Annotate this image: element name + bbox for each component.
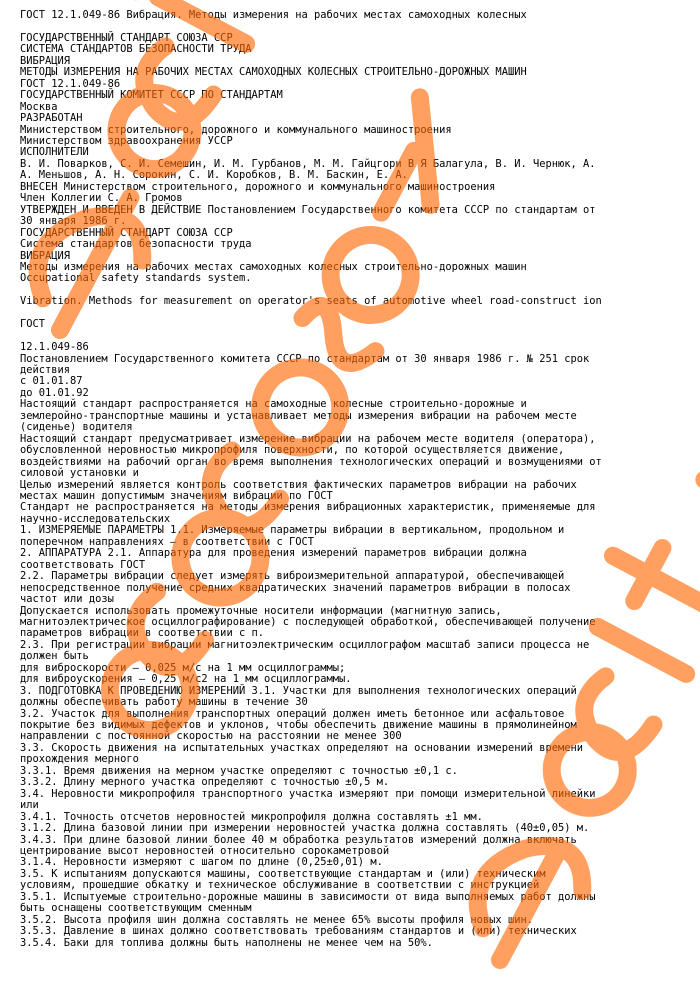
- text-line: соответствовать ГОСТ: [20, 558, 146, 571]
- text-line: или: [20, 799, 39, 812]
- text-line: Допускается использовать промежуточные носители информации (магнитную запись,: [20, 604, 502, 617]
- text-line: 2.2. Параметры вибрации следует измерять виброизмерительной аппаратурой, обеспечивающей: [20, 570, 565, 583]
- text-line: ВНЕСЕН Министерством строительного, дорожного и коммунального машиностроения: [20, 180, 496, 193]
- text-line: 3.5.1. Испытуемые строительно-дорожные машины в зависимости от вида выполняемых работ должны: [20, 890, 596, 903]
- document-text: [20, 10, 680, 949]
- text-line: 3.3.2. Длину мерного участка определяют с точностью ±0,5 м.: [20, 776, 390, 789]
- text-line: направлении с постоянной скоростью на расстоянии не менее 300: [20, 730, 402, 743]
- text-line: центрирование высот неровностей относительно сорокаметровой: [20, 845, 390, 858]
- text-line: поперечном направлениях — в соответствии с ГОСТ: [20, 535, 315, 548]
- text-line: Occupational safety standards system.: [20, 272, 252, 285]
- text-line: СИСТЕМА СТАНДАРТОВ БЕЗОПАСНОСТИ ТРУДА: [20, 43, 252, 56]
- text-line: 3.4.3. При длине базовой линии более 40 м обработка результатов измерений должна включать: [20, 833, 577, 846]
- text-line: ВИБРАЦИЯ: [20, 249, 71, 262]
- text-line: воздействиями на рабочий орган во время выполнения технологических операций и возмущениями от: [20, 455, 602, 468]
- text-line: научно-исследовательских: [20, 512, 171, 525]
- text-line: [20, 308, 680, 319]
- text-line: покрытие без видимых дефектов и уклонов, чтобы обеспечить движение машины в прямолинейном: [20, 719, 577, 732]
- text-line: местах машин допустимым значениям вибрации по ГОСТ: [20, 489, 333, 502]
- text-line: 2.3. При регистрации вибрации магнитоэлектрическим осциллографом масштаб записи процесса не: [20, 638, 590, 651]
- text-line: условиям, прошедшие обкатку и техническое обслуживание в соответствии с инструкцией: [20, 879, 540, 892]
- text-line: (сиденье) водителя: [20, 421, 133, 434]
- text-line: РАЗРАБОТАН: [20, 112, 83, 125]
- text-line: ГОСУДАРСТВЕННЫЙ СТАНДАРТ СОЮЗА ССР: [20, 226, 233, 239]
- text-line: параметров вибрации в соответствии с п.: [20, 627, 264, 640]
- text-line: Целью измерений является контроль соответствия фактических параметров вибрации на рабочих: [20, 478, 577, 491]
- text-line: с 01.01.87: [20, 375, 83, 388]
- text-line: землеройно-транспортные машины и устанавливает методы измерения вибрации на рабочем месте: [20, 409, 577, 422]
- text-line: 3.5.4. Баки для топлива должны быть наполнены не менее чем на 50%.: [20, 936, 433, 949]
- text-line: 1. ИЗМЕРЯЕМЫЕ ПАРАМЕТРЫ 1.1. Измеряемые параметры вибрации в вертикальном, продольном и: [20, 524, 565, 537]
- text-line: 2. АППАРАТУРА 2.1. Аппаратура для проведения измерений параметров вибрации должна: [20, 547, 527, 560]
- text-line: 12.1.049-86: [20, 341, 89, 354]
- text-line: действия: [20, 363, 71, 376]
- text-line: Стандарт не распространяется на методы измерения вибрационных характеристик, применяемые для: [20, 501, 596, 514]
- text-line: Постановлением Государственного комитета СССР по стандартам от 30 января 1986 г. № 251 срок: [20, 352, 590, 365]
- text-line: ГОСУДАРСТВЕННЫЙ КОМИТЕТ СССР ПО СТАНДАРТАМ: [20, 89, 283, 102]
- text-line: ГОСТ 12.1.049-86: [20, 77, 121, 90]
- text-line: для виброскорости — 0,025 м/с на 1 мм осциллограммы;: [20, 661, 346, 674]
- text-line: должны обеспечивать работу машины в течение 30: [20, 696, 308, 709]
- text-line: Методы измерения на рабочих местах самоходных колесных строительно-дорожных машин: [20, 260, 527, 273]
- text-line: 3.3. Скорость движения на испытательных участках определяют на основании измерений времени: [20, 741, 584, 754]
- text-line: В. И. Поварков, С. И. Семешин, И. М. Гурбанов, М. М. Гайцгори В Я Балагула, В. И. Чернюк, А.: [20, 157, 596, 170]
- text-line: магнитоэлектрическое осциллографирование) с последующей обработкой, обеспечивающей получение: [20, 615, 596, 628]
- text-line: 3.4.1. Точность отсчетов неровностей микропрофиля должна составлять ±1 мм.: [20, 810, 483, 823]
- text-line: ГОСТ: [20, 318, 46, 331]
- text-line: Система стандартов безопасности труда: [20, 238, 252, 251]
- text-line: прохождения мерного: [20, 753, 139, 766]
- text-line: Vibration. Methods for measurement on operator's seats of automotive wheel road-construct ion: [20, 295, 602, 308]
- text-line: силовой установки и: [20, 467, 139, 480]
- text-line: должен быть: [20, 650, 89, 663]
- text-line: Министерством здравоохранения УССР: [20, 134, 233, 147]
- text-line: УТВЕРЖДЕН И ВВЕДЕН В ДЕЙСТВИЕ Постановлением Государственного комитета СССР по стандартам от: [20, 203, 596, 216]
- text-line: до 01.01.92: [20, 386, 89, 399]
- text-line: 3. ПОДГОТОВКА К ПРОВЕДЕНИЮ ИЗМЕРЕНИЙ 3.1. Участки для выполнения технологических операций: [20, 684, 577, 697]
- text-line: ИСПОЛНИТЕЛИ: [20, 146, 89, 159]
- text-line: 3.3.1. Время движения на мерном участке определяют с точностью ±0,1 с.: [20, 764, 458, 777]
- text-line: Настоящий стандарт предусматривает измерение вибрации на рабочем месте водителя (оператора),: [20, 432, 596, 445]
- text-line: 3.5. К испытаниям допускаются машины, соответствующие стандартам и (или) техническим: [20, 867, 546, 880]
- text-line: частот или дозы: [20, 593, 114, 606]
- text-line: Член Коллегии С. А. Громов: [20, 192, 183, 205]
- text-line: непосредственное получение средних квадратических значений параметров вибрации в полосах: [20, 581, 571, 594]
- text-line: 3.1.4. Неровности измеряют с шагом по длине (0,25±0,01) м.: [20, 856, 383, 869]
- text-line: 3.5.3. Давление в шинах должно соответствовать требованиям стандартов и (или) технических: [20, 925, 577, 938]
- text-line: 3.1.2. Длина базовой линии при измерении неровностей участка должна составлять (40±0,05) м.: [20, 822, 590, 835]
- text-line: обусловленной неровностью микропрофиля поверхности, по которой осуществляется движение,: [20, 444, 565, 457]
- text-line: ВИБРАЦИЯ: [20, 54, 71, 67]
- text-line: [20, 331, 680, 342]
- text-line: 3.4. Неровности микропрофиля транспортного участка измеряют при помощи измерительной линейки: [20, 787, 596, 800]
- text-line: Москва: [20, 100, 58, 113]
- text-line: А. Меньшов, А. Н. Сорокин, С. И. Коробков, В. М. Баскин, Е. А.: [20, 169, 408, 182]
- text-line: Настоящий стандарт распространяется на самоходные колесные строительно-дорожные и: [20, 398, 527, 411]
- text-line: 30 января 1986 г.: [20, 215, 127, 228]
- text-line: 3.2. Участок для выполнения транспортных операций должен иметь бетонное или асфальтовое: [20, 707, 565, 720]
- text-line: для виброускорения — 0,25 м/с2 на 1 мм осциллограммы.: [20, 673, 352, 686]
- text-line: ГОСУДАРСТВЕННЫЙ СТАНДАРТ СОЮЗА ССР: [20, 31, 233, 44]
- text-line: быть оснащены соответствующим сменным: [20, 902, 252, 915]
- text-line: 3.5.2. Высота профиля шин должна составлять не менее 65% высоты профиля новых шин.: [20, 913, 533, 926]
- text-line: Министерством строительного, дорожного и коммунального машиностроения: [20, 123, 452, 136]
- text-line: МЕТОДЫ ИЗМЕРЕНИЯ НА РАБОЧИХ МЕСТАХ САМОХОДНЫХ КОЛЕСНЫХ СТРОИТЕЛЬНО-ДОРОЖНЫХ МАШИН: [20, 66, 527, 79]
- text-line: ГОСТ 12.1.049-86 Вибрация. Методы измерения на рабочих местах самоходных колесных: [20, 9, 527, 21]
